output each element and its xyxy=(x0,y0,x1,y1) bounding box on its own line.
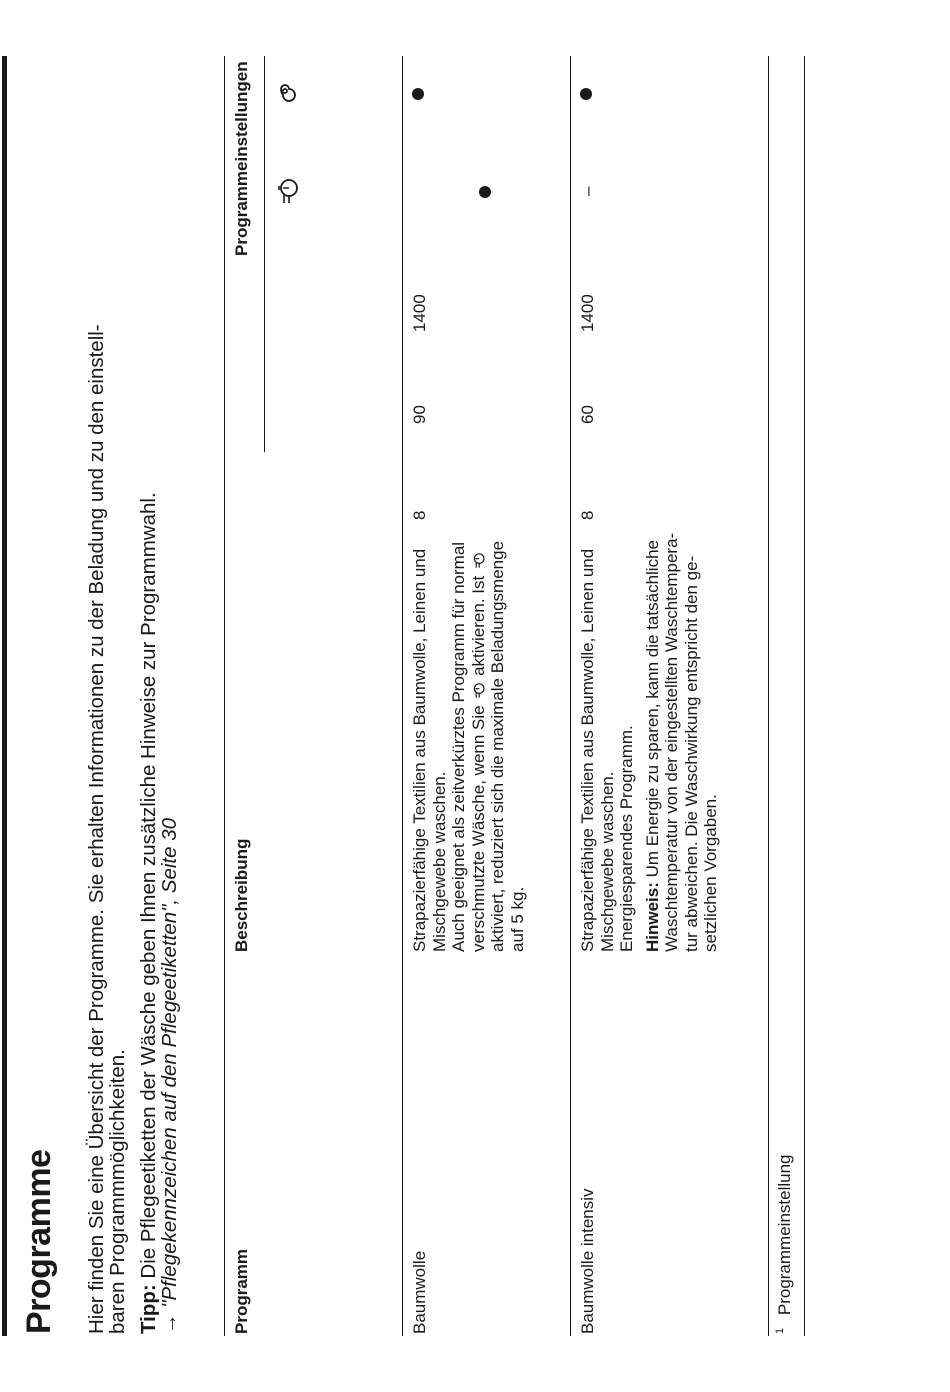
row-1-desc-part: aktivieren. Ist xyxy=(468,575,488,676)
speed-perfect-icon xyxy=(469,681,487,701)
row-1-load: 8 xyxy=(410,510,429,520)
tip-label: Tipp: xyxy=(137,1284,160,1334)
row-2-desc-line xyxy=(643,533,663,952)
tip-text xyxy=(138,492,180,1334)
footnote-rule xyxy=(768,56,769,1336)
row-1-desc-line: Auch geeignet als zeitverkürztes Programm für normal xyxy=(449,541,468,952)
intro-line-1: Hier finden Sie eine Übersicht der Programme. Sie erhalten Informationen zu der Beladung und zu den einstell- xyxy=(85,324,108,1334)
tip-line-2 xyxy=(159,492,180,1334)
row-2-rule xyxy=(570,56,571,1336)
row-2-desc-line: Waschtemperatur von der eingestellten Waschtempera- xyxy=(662,532,681,952)
header-settings: Programmeinstellungen xyxy=(232,61,251,256)
footnote xyxy=(774,1155,795,1335)
speed-perfect-icon xyxy=(469,551,487,571)
intro-line-2: baren Programmmöglichkeiten. xyxy=(106,1049,129,1334)
row-1-desc-line: Mischgewebe waschen. xyxy=(429,771,449,952)
footnote-mark: 1 xyxy=(774,1327,786,1334)
table-top-rule xyxy=(224,56,225,1336)
row-2-program: Baumwolle intensiv xyxy=(578,1188,597,1334)
row-1-spin: 1400 xyxy=(410,294,429,332)
row-2-desc-line: Energiesparendes Programm. xyxy=(617,725,636,952)
row-2-desc-line: tur abweichen. Die Waschwirkung entspricht den ge- xyxy=(681,555,701,952)
row-1-temp: 90 xyxy=(410,405,429,424)
row-1-desc-part: verschmutzte Wäsche, wenn Sie xyxy=(468,705,488,952)
row-2-spin-dot xyxy=(580,88,592,100)
tip-arrow: → xyxy=(158,1307,181,1334)
row-2-load: 8 xyxy=(578,510,597,520)
footnote-text: Programmeinstellung xyxy=(774,1154,794,1316)
row-1-spin-dot xyxy=(412,88,424,100)
intro-text xyxy=(86,324,128,1334)
table-bottom-rule xyxy=(804,56,805,1336)
row-2-desc-line: Strapazierfähige Textilien aus Baumwolle, Leinen und xyxy=(578,548,597,952)
tip-body: Die Pflegeetiketten der Wäsche geben Ihnen zusätzliche Hinweise zur Programmwahl. xyxy=(137,492,160,1285)
row-2-temp: 60 xyxy=(578,405,597,424)
header-program: Programm xyxy=(232,1248,251,1334)
speed-perfect-icon xyxy=(272,178,302,206)
tip-link[interactable]: "Pflegekennzeichen auf den Pflegeetiketten", Seite 30 xyxy=(158,817,181,1308)
page-title: Programme xyxy=(20,1149,58,1334)
tip-line-1 xyxy=(138,492,159,1334)
settings-underline xyxy=(264,56,265,452)
header-description: Beschreibung xyxy=(232,838,251,952)
title-bar xyxy=(2,56,7,1336)
row-1-desc-line xyxy=(469,541,489,952)
spin-spiral-icon xyxy=(272,78,298,104)
row-2-desc-line: Mischgewebe waschen. xyxy=(597,771,617,952)
row-1-description xyxy=(410,541,527,952)
row-2-speed-dash: – xyxy=(578,186,597,196)
row-2-note-label: Hinweis: xyxy=(642,882,662,952)
row-2-spin: 1400 xyxy=(578,294,597,332)
row-2-description xyxy=(578,533,721,952)
row-2-desc-line: setzlichen Vorgaben. xyxy=(701,794,720,952)
row-1-rule xyxy=(402,56,403,1336)
row-1-desc-line: auf 5 kg. xyxy=(507,886,527,952)
row-1-desc-line: Strapazierfähige Textilien aus Baumwolle, Leinen und xyxy=(410,548,429,952)
row-2-desc-part: Um Energie zu sparen, kann die tatsächliche xyxy=(642,540,662,883)
row-1-program: Baumwolle xyxy=(410,1250,429,1334)
row-1-speed-dot xyxy=(479,186,491,198)
row-1-desc-line: aktiviert, reduziert sich die maximale Beladungsmenge xyxy=(488,540,507,952)
